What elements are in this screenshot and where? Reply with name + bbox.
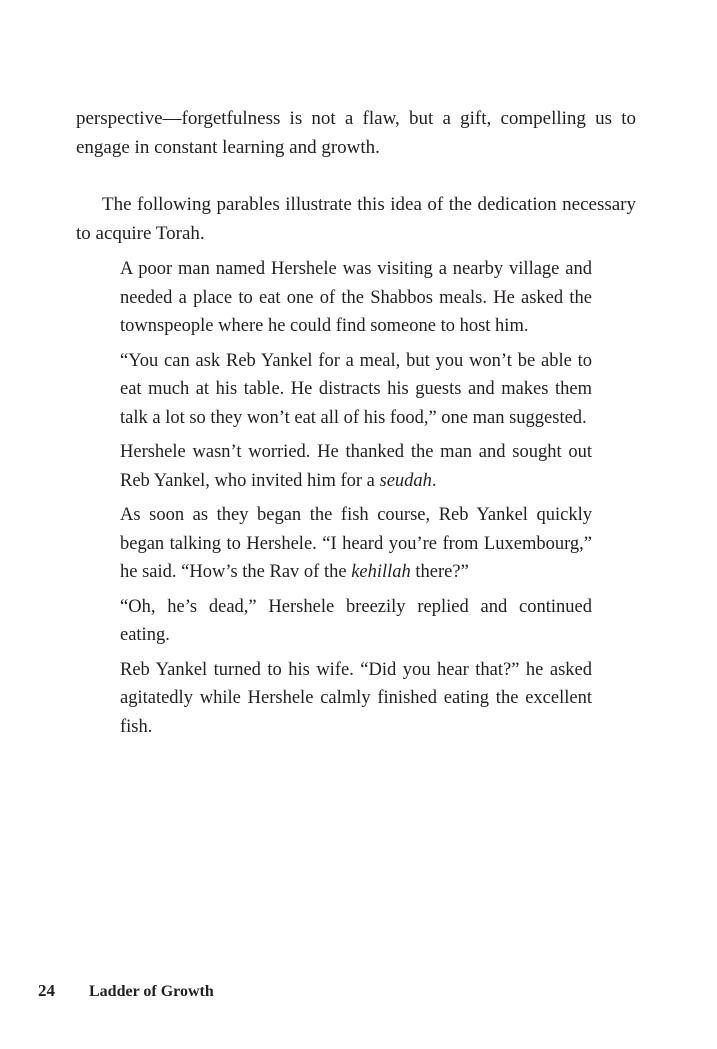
parable-paragraph-4 xyxy=(120,501,592,587)
parable-paragraph-3-text: Hershele wasn’t worried. He thanked the man and sought out Reb Yankel, who invited him for a xyxy=(120,442,592,491)
page-footer xyxy=(38,981,214,1001)
page-number: 24 xyxy=(38,981,55,1000)
parable-paragraph-3 xyxy=(120,438,592,495)
paragraph-intro-parables: The following parables illustrate this idea of the dedication necessary to acquire Torah. xyxy=(76,194,636,244)
italic-term-kehillah: kehillah xyxy=(351,562,411,582)
parable-paragraph-4-end: there?” xyxy=(410,562,469,582)
parable-paragraph-5: “Oh, he’s dead,” Hershele breezily replied and continued eating. xyxy=(120,596,592,645)
parable-block xyxy=(120,255,592,741)
italic-term-seudah: seudah xyxy=(379,470,432,491)
parable-paragraph-4-text: As soon as they began the fish course, Reb Yankel quickly began talking to Hershele. “I heard you’re from Luxembourg,” he said. “How’s the Rav of the xyxy=(120,505,592,582)
body-text xyxy=(76,104,636,747)
paragraph-perspective: perspective—forgetfulness is not a flaw, but a gift, compelling us to engage in constant learning and growth. xyxy=(76,108,636,158)
parable-paragraph-6: Reb Yankel turned to his wife. “Did you hear that?” he asked agitatedly while Hershele calmly finished eating the excellent fish. xyxy=(120,659,592,737)
running-title: Ladder of Growth xyxy=(89,983,214,1000)
parable-paragraph-1: A poor man named Hershele was visiting a nearby village and needed a place to eat one of the Shabbos meals. He asked the townspeople where he could find someone to host him. xyxy=(120,259,592,336)
parable-paragraph-3-end: . xyxy=(431,470,437,491)
parable-paragraph-2: “You can ask Reb Yankel for a meal, but you won’t be able to eat much at his table. He distracts his guests and makes them talk a lot so they won’t eat all of his food,” one man suggested. xyxy=(120,350,592,428)
